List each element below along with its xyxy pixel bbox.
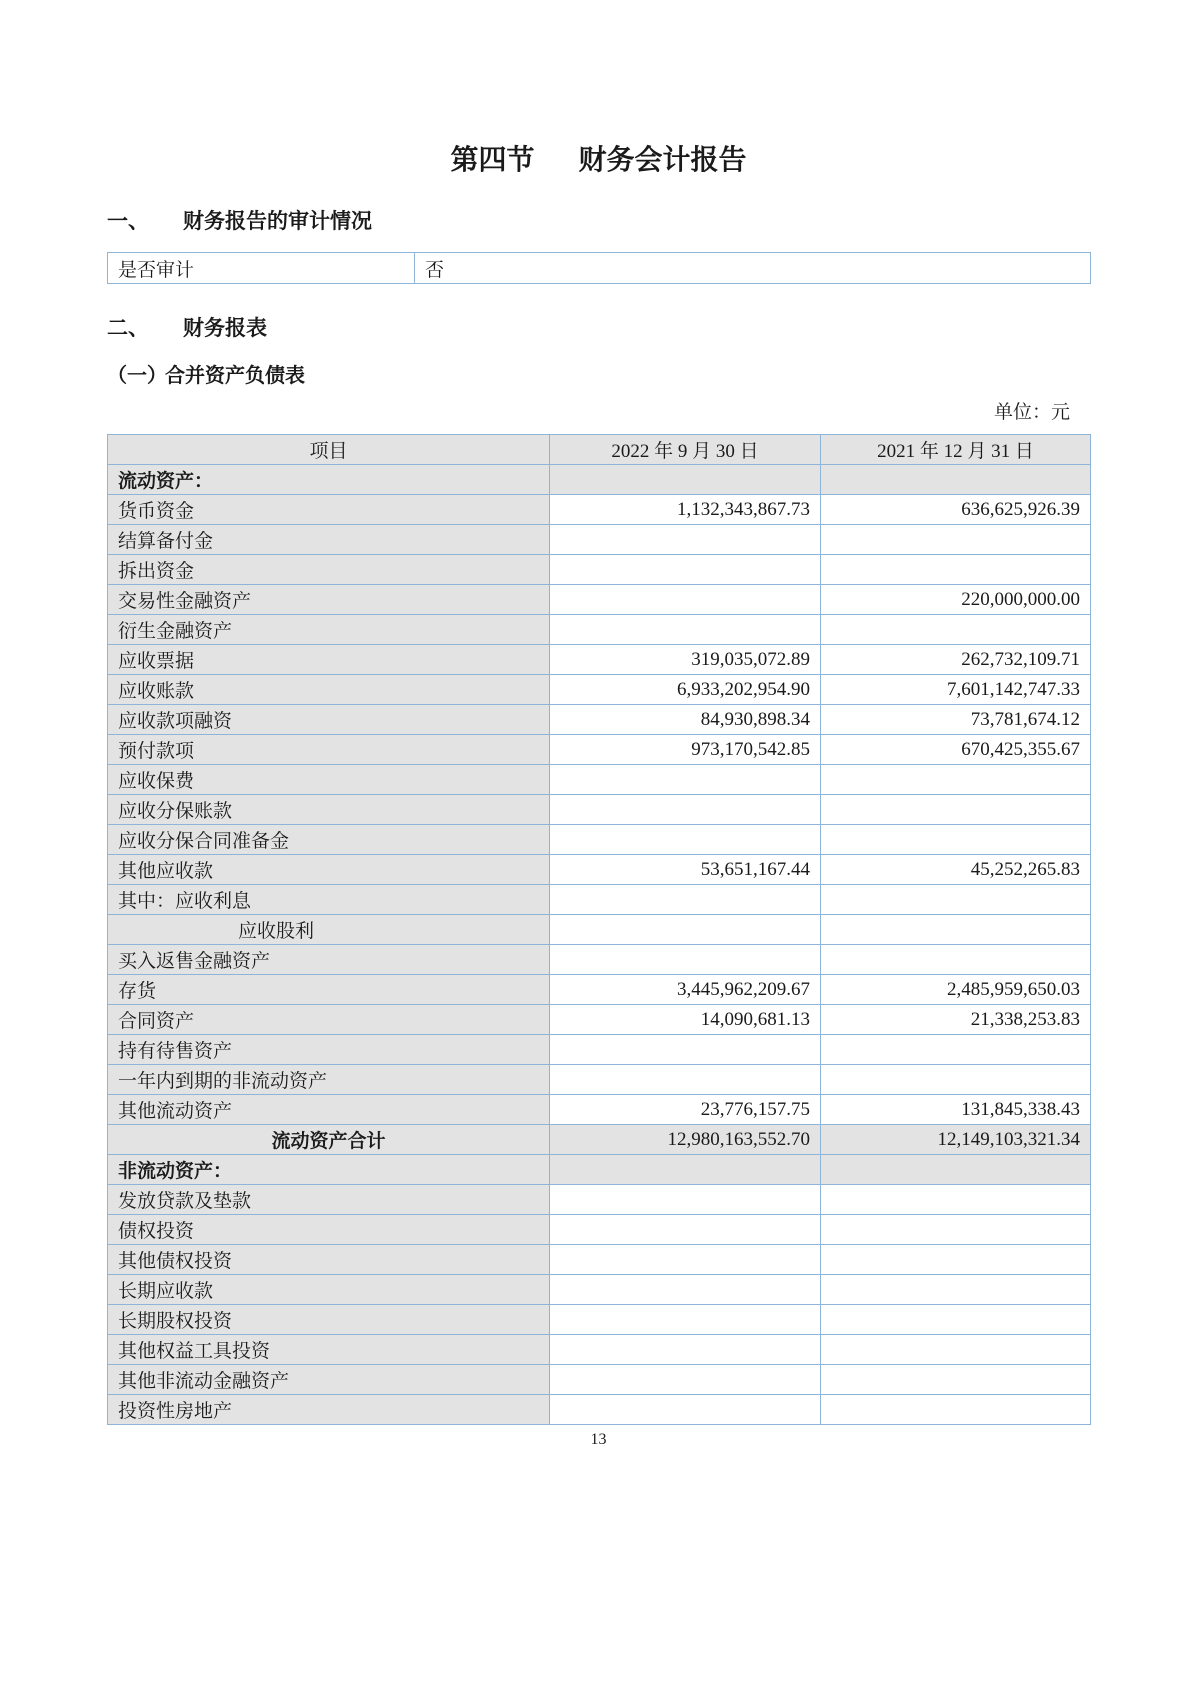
value-2022 [550,1035,821,1065]
value-2022 [550,945,821,975]
value-2022: 12,980,163,552.70 [550,1125,821,1155]
value-2022: 319,035,072.89 [550,645,821,675]
row-label: 预付款项 [108,735,550,765]
row-label: 其他应收款 [108,855,550,885]
table-row [108,945,1091,975]
value-2022: 1,132,343,867.73 [550,495,821,525]
row-label: 买入返售金融资产 [108,945,550,975]
row-label: 其他非流动金融资产 [108,1365,550,1395]
value-2022 [550,465,821,495]
value-2021 [821,825,1091,855]
table-row [108,253,1091,284]
table-row [108,765,1091,795]
table-row [108,1155,1091,1185]
table-header-row [108,435,1091,465]
row-label: 债权投资 [108,1215,550,1245]
value-2022 [550,555,821,585]
value-2022: 6,933,202,954.90 [550,675,821,705]
value-2022 [550,1215,821,1245]
row-label: 持有待售资产 [108,1035,550,1065]
table-row [108,1245,1091,1275]
value-2022 [550,525,821,555]
value-2021 [821,555,1091,585]
table-row [108,825,1091,855]
value-2022: 23,776,157.75 [550,1095,821,1125]
value-2022: 14,090,681.13 [550,1005,821,1035]
table-row [108,1095,1091,1125]
table-row [108,975,1091,1005]
value-2022 [550,795,821,825]
header-date-2022: 2022 年 9 月 30 日 [550,435,821,465]
table-row [108,1395,1091,1425]
value-2021 [821,1305,1091,1335]
section-number: 二、 [107,317,149,340]
value-2021 [821,765,1091,795]
section-heading-audit [107,209,1090,235]
table-row [108,495,1091,525]
section-title: 财务报表 [183,317,267,340]
row-label: 结算备付金 [108,525,550,555]
value-2021 [821,915,1091,945]
value-2021: 12,149,103,321.34 [821,1125,1091,1155]
value-2021 [821,1275,1091,1305]
value-2021 [821,885,1091,915]
value-2021 [821,1365,1091,1395]
value-2021 [821,465,1091,495]
row-label: 其他债权投资 [108,1245,550,1275]
row-label: 应收款项融资 [108,705,550,735]
value-2021: 21,338,253.83 [821,1005,1091,1035]
value-2021: 220,000,000.00 [821,585,1091,615]
row-label: 长期股权投资 [108,1305,550,1335]
table-row [108,1005,1091,1035]
value-2022 [550,1155,821,1185]
row-label: 其中：应收利息 [108,885,550,915]
value-2022: 3,445,962,209.67 [550,975,821,1005]
audit-table [107,252,1091,284]
value-2022 [550,1395,821,1425]
page-content [107,0,1090,1450]
value-2021: 670,425,355.67 [821,735,1091,765]
table-row [108,1035,1091,1065]
value-2022 [550,1335,821,1365]
row-label: 非流动资产： [108,1155,550,1185]
value-2021 [821,1335,1091,1365]
value-2021: 262,732,109.71 [821,645,1091,675]
header-item: 项目 [108,435,550,465]
table-row [108,1215,1091,1245]
table-row [108,855,1091,885]
subsection-number: （一） [107,365,167,387]
title-text: 财务会计报告 [578,144,747,175]
value-2022 [550,1245,821,1275]
value-2022 [550,1275,821,1305]
value-2021: 7,601,142,747.33 [821,675,1091,705]
table-row [108,615,1091,645]
row-label: 合同资产 [108,1005,550,1035]
table-row [108,1305,1091,1335]
value-2022 [550,915,821,945]
table-row [108,735,1091,765]
value-2022 [550,1065,821,1095]
value-2022 [550,765,821,795]
table-row [108,465,1091,495]
value-2021: 73,781,674.12 [821,705,1091,735]
value-2022 [550,1185,821,1215]
value-2021 [821,795,1091,825]
row-label: 存货 [108,975,550,1005]
row-label: 应收分保合同准备金 [108,825,550,855]
value-2021 [821,1155,1091,1185]
value-2021 [821,1395,1091,1425]
value-2021 [821,1035,1091,1065]
section-number: 一、 [107,210,149,233]
row-label: 投资性房地产 [108,1395,550,1425]
row-label: 长期应收款 [108,1275,550,1305]
value-2021 [821,1185,1091,1215]
value-2022 [550,1365,821,1395]
value-2021: 131,845,338.43 [821,1095,1091,1125]
table-row [108,1275,1091,1305]
value-2021: 636,625,926.39 [821,495,1091,525]
balance-table-body [108,465,1091,1425]
value-2021 [821,1245,1091,1275]
table-row [108,585,1091,615]
row-label: 流动资产合计 [108,1125,550,1155]
row-label: 其他流动资产 [108,1095,550,1125]
row-label: 流动资产： [108,465,550,495]
value-2022 [550,885,821,915]
value-2022 [550,1305,821,1335]
header-date-2021: 2021 年 12 月 31 日 [821,435,1091,465]
row-label: 一年内到期的非流动资产 [108,1065,550,1095]
table-row [108,915,1091,945]
value-2021 [821,525,1091,555]
value-2022 [550,615,821,645]
value-2021: 2,485,959,650.03 [821,975,1091,1005]
row-label: 交易性金融资产 [108,585,550,615]
row-label: 应收股利 [108,915,550,945]
value-2022: 84,930,898.34 [550,705,821,735]
balance-sheet-table [107,434,1091,1425]
value-2021 [821,945,1091,975]
value-2022: 973,170,542.85 [550,735,821,765]
table-row [108,1335,1091,1365]
value-2022: 53,651,167.44 [550,855,821,885]
page-title [107,0,1090,177]
section-heading-statements [107,316,1090,342]
value-2022 [550,585,821,615]
value-2021 [821,1065,1091,1095]
page-number: 13 [590,1431,607,1448]
row-label: 发放贷款及垫款 [108,1185,550,1215]
row-label: 其他权益工具投资 [108,1335,550,1365]
section-title: 财务报告的审计情况 [183,210,372,233]
table-row [108,1125,1091,1155]
row-label: 拆出资金 [108,555,550,585]
unit-label: 单位：元 [993,402,1070,423]
row-label: 应收票据 [108,645,550,675]
row-label: 应收账款 [108,675,550,705]
table-row [108,525,1091,555]
row-label: 货币资金 [108,495,550,525]
value-2021 [821,1215,1091,1245]
value-2022 [550,825,821,855]
table-row [108,555,1091,585]
subsection-title: 合并资产负债表 [165,365,305,387]
audit-question-label: 是否审计 [108,253,415,284]
table-row [108,885,1091,915]
audit-answer-value: 否 [415,253,1091,284]
table-row [108,1185,1091,1215]
title-section-number: 第四节 [450,144,535,175]
row-label: 应收保费 [108,765,550,795]
value-2021: 45,252,265.83 [821,855,1091,885]
subsection-heading-balance-sheet [107,364,1090,388]
table-row [108,795,1091,825]
value-2021 [821,615,1091,645]
table-row [108,645,1091,675]
row-label: 衍生金融资产 [108,615,550,645]
table-row [108,1365,1091,1395]
table-row [108,1065,1091,1095]
table-row [108,705,1091,735]
table-row [108,675,1091,705]
row-label: 应收分保账款 [108,795,550,825]
